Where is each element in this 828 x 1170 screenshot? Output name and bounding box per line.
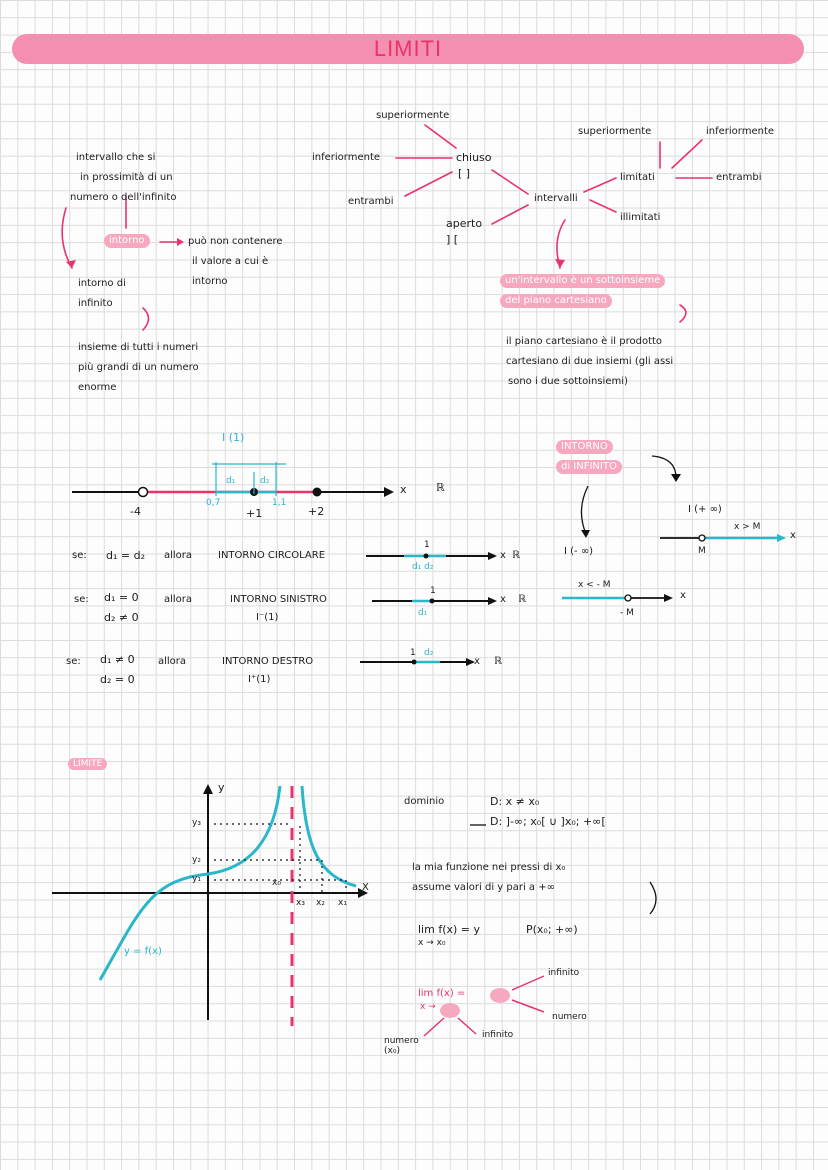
- graph-x1: x₁: [338, 898, 347, 908]
- text-inf-1: intorno di: [78, 278, 126, 289]
- text-lim2-sub: x →: [420, 1002, 436, 1012]
- page-title: LIMITI: [373, 36, 443, 61]
- highlight-intorno-inf-1: INTORNO: [556, 440, 613, 454]
- label-limitati: limitati: [620, 172, 655, 183]
- case3-se: se:: [66, 656, 81, 667]
- label-intervalli: intervalli: [534, 193, 578, 204]
- text-lim-P: P(x₀; +∞): [526, 923, 578, 936]
- case3-delta: d₂: [424, 648, 434, 658]
- text-can-1: può non contenere: [188, 236, 283, 247]
- highlight-intorno: intorno: [104, 234, 150, 248]
- text-func-1: la mia funzione nei pressi di x₀: [412, 862, 566, 873]
- label-x-gt-M: x > M: [734, 522, 761, 532]
- label-I-plus-inf: I (+ ∞): [688, 504, 722, 515]
- graph-y3: y₃: [192, 818, 201, 828]
- case2-allora: allora: [164, 594, 193, 605]
- case2-R: ℝ: [518, 594, 526, 605]
- label-d2: d₂: [260, 476, 270, 486]
- text-set-3: enorme: [78, 382, 117, 393]
- label-minus4: -4: [130, 505, 141, 518]
- case2-se: se:: [74, 594, 89, 605]
- case1-cond: d₁ = d₂: [106, 549, 145, 562]
- graph-X-label: X: [362, 882, 369, 893]
- label-I1: I (1): [222, 431, 245, 444]
- text-numero-x0: numero (x₀): [384, 1036, 419, 1057]
- case2-one: 1: [430, 586, 436, 596]
- text-lim2: lim f(x) =: [418, 988, 466, 999]
- case3-name: INTORNO DESTRO: [222, 656, 314, 667]
- text-func-2: assume valori di y pari a +∞: [412, 882, 555, 893]
- text-def-2: in prossimità di un: [80, 172, 173, 183]
- highlight-subset-2: del piano cartesiano: [500, 294, 612, 308]
- text-infinito-2: infinito: [482, 1030, 514, 1040]
- case2-cond1: d₁ = 0: [104, 591, 139, 604]
- text-dominio: dominio: [404, 796, 445, 807]
- graph-x2: x₂: [316, 898, 325, 908]
- text-dominio-2: D: ]-∞; x₀[ ∪ ]x₀; +∞[: [490, 815, 606, 828]
- label-0-7: 0,7: [206, 498, 221, 508]
- label-x: x: [400, 483, 407, 496]
- case2-symbol: I⁻(1): [256, 612, 279, 623]
- text-can-3: intorno: [192, 276, 228, 287]
- text-product-3: sono i due sottoinsiemi): [508, 376, 628, 387]
- case2-x: x: [500, 594, 506, 605]
- graph-function-label: y = f(x): [124, 946, 162, 957]
- graph-y1: y₁: [192, 874, 201, 884]
- graph-x0: x₀: [272, 878, 281, 888]
- label-inferiormente-right: inferiormente: [706, 126, 775, 137]
- label-x-left: x: [680, 590, 686, 601]
- case3-one: 1: [410, 648, 416, 658]
- text-lim-expr: lim f(x) = y: [418, 923, 481, 936]
- highlight-subset-1: un'intervallo è un sottoinsieme: [500, 274, 665, 288]
- text-can-2: il valore a cui è: [192, 256, 269, 267]
- label-x-right: x: [790, 530, 796, 541]
- case1-se: se:: [72, 550, 87, 561]
- case2-delta: d₁: [418, 608, 428, 618]
- case1-x: x: [500, 550, 506, 561]
- graph-x3: x₃: [296, 898, 305, 908]
- text-numero: numero: [552, 1012, 587, 1022]
- text-infinito: infinito: [548, 968, 580, 978]
- case3-symbol: I⁺(1): [248, 674, 271, 685]
- label-minus-M: - M: [620, 608, 634, 618]
- text-dominio-1: D: x ≠ x₀: [490, 795, 540, 808]
- case1-allora: allora: [164, 550, 193, 561]
- label-plus1: +1: [246, 507, 263, 520]
- text-product-2: cartesiano di due insiemi (gli assi: [506, 356, 674, 367]
- section-limite: LIMITE: [68, 758, 107, 770]
- label-1-1: 1,1: [272, 498, 287, 508]
- text-set-1: insieme di tutti i numeri: [78, 342, 199, 353]
- text-def-3: numero o dell'infinito: [70, 192, 177, 203]
- label-entrambi: entrambi: [348, 196, 394, 207]
- text-inf-2: infinito: [78, 298, 113, 309]
- label-M: M: [698, 546, 706, 556]
- case3-R: ℝ: [494, 656, 502, 667]
- text-lim-sub: x → x₀: [418, 938, 446, 948]
- label-aperto: aperto: [446, 217, 483, 230]
- graph-y2: y₂: [192, 855, 201, 865]
- label-illimitati: illimitati: [620, 212, 661, 223]
- highlight-intorno-inf-2: di INFINITO: [556, 460, 622, 474]
- case1-deltas: d₁ d₂: [412, 562, 434, 572]
- label-plus2: +2: [308, 505, 325, 518]
- case3-cond1: d₁ ≠ 0: [100, 653, 135, 666]
- label-chiuso: chiuso: [456, 151, 492, 164]
- label-I-minus-inf: I (- ∞): [564, 546, 594, 557]
- case3-cond2: d₂ = 0: [100, 673, 135, 686]
- label-R: ℝ: [436, 481, 445, 494]
- case2-cond2: d₂ ≠ 0: [104, 611, 139, 624]
- blank-approach-blob: [440, 1003, 460, 1018]
- graph-y-label: y: [218, 781, 225, 794]
- label-d1: d₁: [226, 476, 236, 486]
- case1-one: 1: [424, 540, 430, 550]
- label-x-lt-M: x < - M: [578, 580, 611, 590]
- text-set-2: più grandi di un numero: [78, 362, 199, 373]
- label-superiormente-right: superiormente: [578, 126, 652, 137]
- case2-name: INTORNO SINISTRO: [230, 594, 327, 605]
- label-inferiormente: inferiormente: [312, 152, 381, 163]
- label-superiormente: superiormente: [376, 110, 450, 121]
- blank-value-blob: [490, 988, 510, 1003]
- text-def-1: intervallo che si: [76, 152, 156, 163]
- case1-R: ℝ: [512, 550, 520, 561]
- label-chiuso-symbol: [ ]: [458, 167, 471, 180]
- case3-x: x: [474, 656, 480, 667]
- label-entrambi-right: entrambi: [716, 172, 762, 183]
- text-product-1: il piano cartesiano è il prodotto: [506, 336, 663, 347]
- case3-allora: allora: [158, 656, 187, 667]
- label-aperto-symbol: ] [: [446, 233, 459, 246]
- case1-name: INTORNO CIRCOLARE: [218, 550, 326, 561]
